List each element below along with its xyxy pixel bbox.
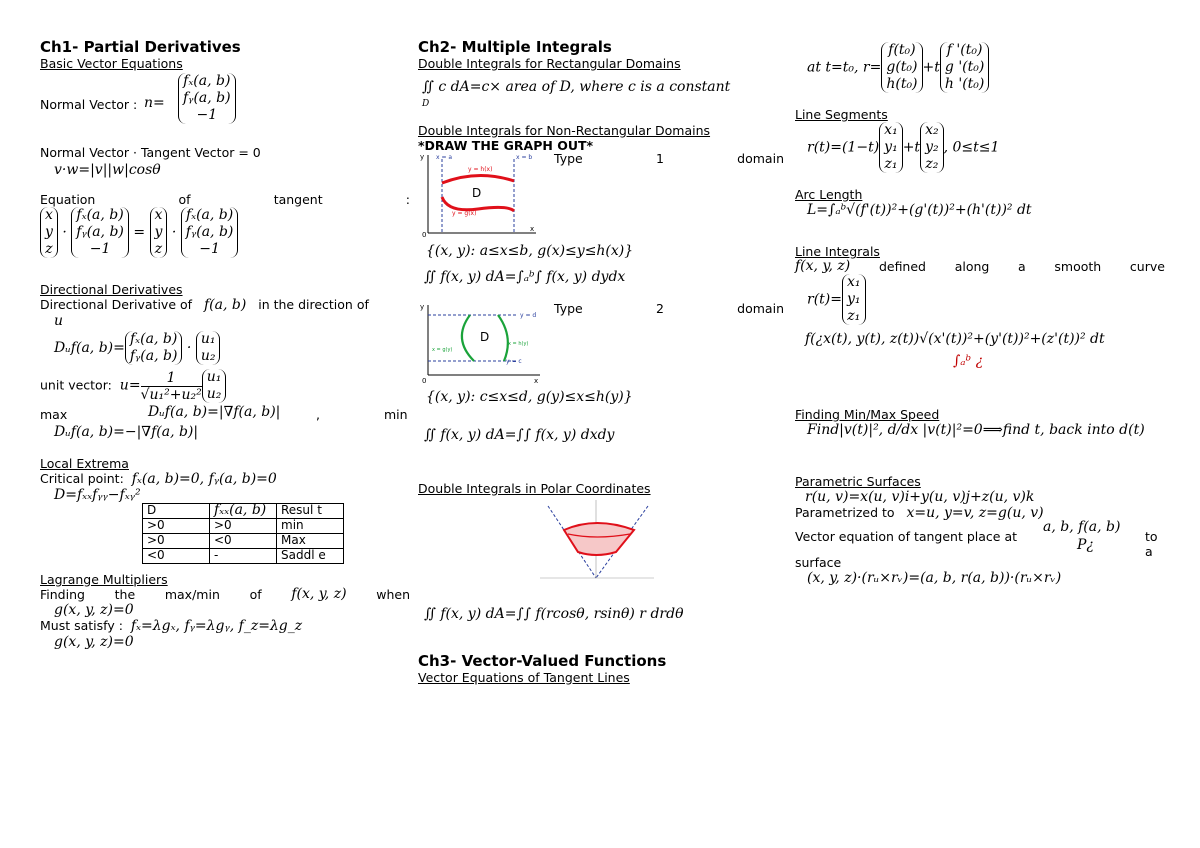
eq-word-2: tangent xyxy=(273,192,323,207)
equation-of-tangent-line xyxy=(40,192,410,207)
g1-x: x xyxy=(530,225,535,233)
draw-graph-note: *DRAW THE GRAPH OUT* xyxy=(418,138,594,153)
critical-point-line: Critical point: fₓ(a, b)=0, fᵧ(a, b)=0 xyxy=(40,471,277,487)
type1-graph xyxy=(418,153,538,237)
must-constraint: g(x, y, z)=0 xyxy=(54,634,134,650)
surface-r-formula: r(u, v)=x(u, v)i+y(u, v)j+z(u, v)k xyxy=(805,489,1035,505)
svg-text:x: x xyxy=(534,377,539,385)
tangent-lines-heading: Vector Equations of Tangent Lines xyxy=(418,670,630,685)
g1-origin: 0 xyxy=(422,231,427,237)
line-segment-formula: r(t)=(1−t)x₁ y₁ z₁+tx₂ y₂ z₂, 0≤t≤1 xyxy=(807,122,1000,172)
line-integral-formula: f(¿x(t), y(t), z(t))√(x'(t))²+(y'(t))²+(z'(t))² dt xyxy=(805,331,1105,347)
rect-integral-formula: ∬ c dA=c× area of D, where c is a constant xyxy=(422,79,731,95)
type1-domain: {(x, y): a≤x≤b, g(x)≤y≤h(x)} xyxy=(426,243,634,259)
line-integral-r: r(t)=x₁ y₁ z₁ xyxy=(807,274,1165,325)
svg-text:0: 0 xyxy=(422,377,427,385)
svg-text:y: y xyxy=(420,303,425,311)
rect-domains-heading: Double Integrals for Rectangular Domains xyxy=(418,56,681,71)
min-formula: Dᵤf(a, b)=−|∇f(a, b)| xyxy=(54,424,199,440)
arc-length-formula: L=∫ₐᵇ√(f'(t))²+(g'(t))²+(h'(t))² dt xyxy=(807,202,1032,218)
parametric-surfaces-heading: Parametric Surfaces xyxy=(795,474,921,489)
directional-derivative-line: Directional Derivative of f(a, b) in the direction of xyxy=(40,297,369,313)
line-segments-heading: Line Segments xyxy=(795,107,888,122)
svg-text:y = d: y = d xyxy=(520,312,537,319)
line-integral-definition: f(x, y, z) defined along a smooth curve xyxy=(795,258,1165,274)
tangent-line-formula: at t=t₀, r=f(t₀) g(t₀) h(t₀)+tf '(t₀) g '(t₀) h '(t₀) xyxy=(807,42,1165,93)
eq-word-3: : xyxy=(405,192,410,207)
lagrange-line: Finding the max/min of f(x, y, z) when xyxy=(40,586,410,602)
nonrect-domains-heading: Double Integrals for Non-Rectangular Domains xyxy=(418,123,711,138)
tangent-vector-a: fₓ(a, b) fᵧ(a, b) −1 xyxy=(71,207,129,258)
column-chapter2: Ch2- Multiple Integrals Double Integrals for Rectangular Domains ∬ c dA=c× area of D, where c is a constant D Double Integrals for Non-Rectangular Domains *DRAW THE GRAPH OUT* y x 0 x = a x = b y = h(x) y = g(x) D Type 1 domain {(x, y): a≤x≤b, g(x)≤y≤h(x)} ∬ f(x, y) dA=∫ₐᵇ∫ f(x, y) dydx y x 0 y = d y = c x = g(y) x = h(y) D Type 2 domain {(x, y): c≤x≤d, g(y)≤x≤h(y)} ∬ f(x, y) dA=∫∫ f(x, y) dxdy Double Integrals in Polar Coordinates ∬ f(x, y) dA=∫∫ f(rcosθ, rsinθ) r drdθ Ch3- Vector-Valued Functions Vector Equations of Tangent Lines xyxy=(418,38,788,685)
svg-text:x = a: x = a xyxy=(436,154,453,161)
type1-block xyxy=(418,153,788,243)
ch2-title: Ch2- Multiple Integrals xyxy=(418,38,612,56)
max-line: max Dᵤf(a, b)=|∇f(a, b)| , min xyxy=(40,404,408,422)
svg-text:D: D xyxy=(472,186,482,200)
dot-product-formula: v·w=|v||w|cosθ xyxy=(54,162,161,178)
type2-block xyxy=(418,303,788,389)
type2-label: Type 2 domain xyxy=(554,301,784,316)
second-derivative-table xyxy=(142,503,344,564)
normal-vec-0: fₓ(a, b) xyxy=(183,73,231,89)
normal-vec-2: −1 xyxy=(196,107,218,123)
table-row: D fₓₓ(a, b) Resul t xyxy=(143,504,344,519)
directional-formula: Dᵤf(a, b)=fₓ(a, b) fᵧ(a, b) · u₁ u₂ xyxy=(54,331,410,365)
type2-graph xyxy=(418,303,542,385)
arc-length-heading: Arc Length xyxy=(795,187,863,202)
polar-integral: ∬ f(x, y) dA=∫∫ f(rcosθ, rsinθ) r drdθ xyxy=(424,606,684,622)
must-satisfy-line: Must satisfy : fₓ=λgₓ, fᵧ=λgᵧ, f_z=λg_z xyxy=(40,618,303,634)
normal-vector-matrix xyxy=(178,73,236,124)
lagrange-constraint: g(x, y, z)=0 xyxy=(54,602,134,618)
normal-tangent-text: Normal Vector · Tangent Vector = 0 xyxy=(40,145,261,160)
normal-vector-label: Normal Vector : xyxy=(40,97,138,112)
eq-word-1: of xyxy=(178,192,191,207)
tangent-vector-b: fₓ(a, b) fᵧ(a, b) −1 xyxy=(181,207,239,258)
xyz-vector-b: x y z xyxy=(150,207,168,258)
tangent-plane-equation: x y z · fₓ(a, b) fᵧ(a, b) −1 = x y z · fₓ(a, b) fᵧ(a, b) −1 xyxy=(40,207,410,258)
tangent-plane-line: Vector equation of tangent place at a, b, f(a, b) P¿ to a xyxy=(795,519,1158,559)
type2-domain: {(x, y): c≤x≤d, g(y)≤x≤h(y)} xyxy=(426,389,633,405)
table-row: <0 - Saddl e xyxy=(143,549,344,564)
polar-heading: Double Integrals in Polar Coordinates xyxy=(418,481,651,496)
directional-derivatives-heading: Directional Derivatives xyxy=(40,282,183,297)
surface-word: surface xyxy=(795,555,842,570)
ch3-title: Ch3- Vector-Valued Functions xyxy=(418,652,667,670)
line-integrals-heading: Line Integrals xyxy=(795,244,880,259)
svg-text:x = b: x = b xyxy=(516,154,533,161)
type1-integral: ∬ f(x, y) dA=∫ₐᵇ∫ f(x, y) dydx xyxy=(424,269,626,285)
unit-vector-formula: unit vector: u= $\frac{1}{\text{√u₁²+u₂²}}$ u₁ u₂ xyxy=(40,369,410,403)
speed-formula: Find|v(t)|², d/dx |v(t)|²=0⟹find t, back into d(t) xyxy=(807,422,1145,438)
table-row: >0 <0 Max xyxy=(143,534,344,549)
table-row: >0 >0 min xyxy=(143,519,344,534)
lagrange-heading: Lagrange Multipliers xyxy=(40,572,168,587)
polar-graph xyxy=(538,496,656,582)
max-formula: Dᵤf(a, b)=|∇f(a, b)| xyxy=(148,404,281,420)
speed-heading: Finding Min/Max Speed xyxy=(795,407,940,422)
direction-u: u xyxy=(54,313,64,329)
type2-integral: ∬ f(x, y) dA=∫∫ f(x, y) dxdy xyxy=(424,427,615,443)
column-chapter1 xyxy=(40,38,410,650)
ch1-title: Ch1- Partial Derivatives xyxy=(40,38,241,56)
basic-vector-heading: Basic Vector Equations xyxy=(40,56,183,71)
column-chapter3 xyxy=(795,38,1165,586)
svg-text:y = g(x): y = g(x) xyxy=(452,210,477,217)
type1-label: Type 1 domain xyxy=(554,151,784,166)
g1-y: y xyxy=(420,153,425,161)
svg-text:x = g(y): x = g(y) xyxy=(432,347,453,353)
svg-text:y = c: y = c xyxy=(506,358,522,365)
local-extrema-heading: Local Extrema xyxy=(40,456,129,471)
svg-text:x = h(y): x = h(y) xyxy=(508,341,529,347)
svg-text:D: D xyxy=(480,330,490,344)
normal-vector-block xyxy=(40,71,410,141)
normal-n: n= xyxy=(144,95,165,111)
tangent-plane-formula: (x, y, z)·(rᵤ×rᵥ)=(a, b, r(a, b))·(rᵤ×rᵥ) xyxy=(807,570,1062,586)
xyz-vector-a: x y z xyxy=(40,207,58,258)
normal-vec-1: fᵧ(a, b) xyxy=(183,90,231,106)
line-integral-tail: ∫ₐᵇ ¿ xyxy=(953,353,984,369)
svg-text:y = h(x): y = h(x) xyxy=(468,166,493,173)
eq-word-0: Equation xyxy=(40,192,96,207)
parametrized-line: Parametrized to x=u, y=v, z=g(u, v) xyxy=(795,505,1044,521)
second-derivative-test: D=fₓₓfᵧᵧ−fₓᵧ² xyxy=(54,487,141,503)
